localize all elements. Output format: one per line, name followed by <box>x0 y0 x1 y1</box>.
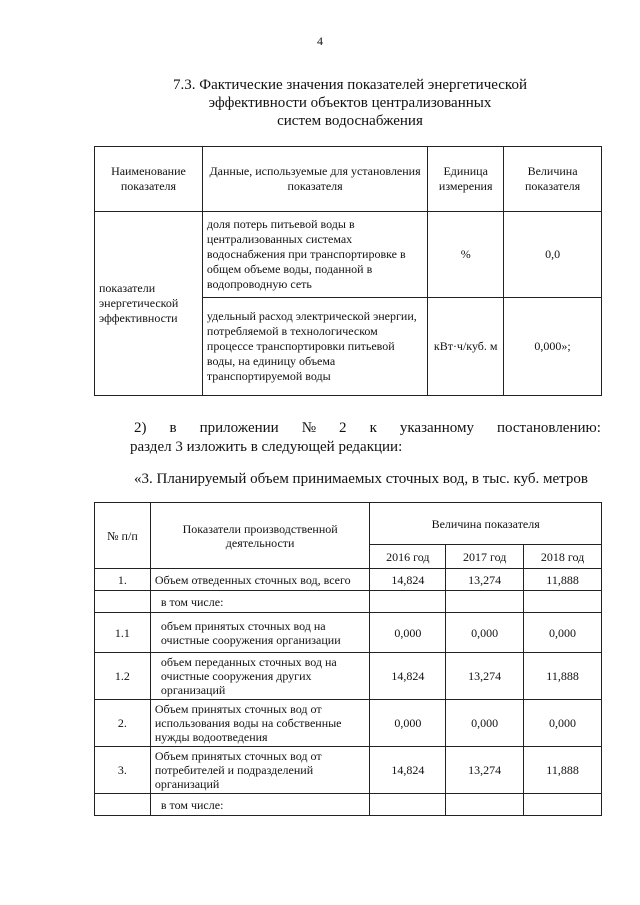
section-heading <box>140 76 560 130</box>
row-data: удельный расход электрической энергии, потребляемой в технологическом процессе транспортировки питьевой воды, на единицу объема транспортируемой воды <box>202 298 427 396</box>
row-number: 1. <box>95 569 151 591</box>
row-value-2016: 0,000 <box>370 700 446 747</box>
row-value: 0,000»; <box>504 298 602 396</box>
row-value-2018: 11,888 <box>524 653 602 700</box>
row-value-2017: 13,274 <box>446 569 524 591</box>
row-label: Объем принятых сточных вод от использования воды на собственные нужды водоотведения <box>150 700 370 747</box>
row-value-2018: 11,888 <box>524 747 602 794</box>
row-value-2018: 11,888 <box>524 569 602 591</box>
row-value-2018 <box>524 591 602 613</box>
table-row <box>95 569 602 591</box>
row-label: объем переданных сточных вод на очистные сооружения других организаций <box>150 653 370 700</box>
word: № <box>301 420 317 436</box>
row-number: 1.1 <box>95 613 151 653</box>
row-data: доля потерь питьевой воды в централизованных системах водоснабжения при транспортировке в общем объеме воды, поданной в водопроводную сеть <box>202 212 427 298</box>
row-value-2017 <box>446 794 524 816</box>
amendment-line1 <box>134 419 601 438</box>
row-number: 1.2 <box>95 653 151 700</box>
group-label: показатели энергетической эффективности <box>95 212 203 396</box>
header-year-2018: 2018 год <box>524 545 602 569</box>
row-value-2018 <box>524 794 602 816</box>
row-number <box>95 591 151 613</box>
table-row <box>95 212 602 298</box>
word: постановлению: <box>496 420 601 436</box>
table-row <box>95 794 602 816</box>
amendment-line2: раздел 3 изложить в следующей редакции: <box>130 439 403 455</box>
row-label: Объем отведенных сточных вод, всего <box>150 569 370 591</box>
table-row <box>95 591 602 613</box>
row-value-2016: 14,824 <box>370 653 446 700</box>
row-value-2016 <box>370 591 446 613</box>
section-title-line3: систем водоснабжения <box>277 113 423 129</box>
row-value-2017: 0,000 <box>446 613 524 653</box>
row-value-2017: 13,274 <box>446 653 524 700</box>
header-year-2016: 2016 год <box>370 545 446 569</box>
energy-efficiency-table <box>94 146 602 396</box>
word: приложении <box>199 420 279 436</box>
row-number: 2. <box>95 700 151 747</box>
table-row <box>95 653 602 700</box>
row-value-2016 <box>370 794 446 816</box>
table-row <box>95 700 602 747</box>
row-value-2016: 14,824 <box>370 569 446 591</box>
row-unit: % <box>428 212 504 298</box>
word: в <box>169 420 177 436</box>
word: к <box>369 420 377 436</box>
row-value-2016: 14,824 <box>370 747 446 794</box>
word: 2) <box>134 420 147 436</box>
table-row <box>95 613 602 653</box>
row-label: в том числе: <box>150 591 370 613</box>
row-unit: кВт·ч/куб. м <box>428 298 504 396</box>
row-value-2018: 0,000 <box>524 700 602 747</box>
row-value-2016: 0,000 <box>370 613 446 653</box>
amendment-paragraph <box>130 419 601 457</box>
row-value-2018: 0,000 <box>524 613 602 653</box>
row-number: 3. <box>95 747 151 794</box>
header-data-used: Данные, используемые для установления показателя <box>202 147 427 212</box>
table-header-row <box>95 147 602 212</box>
word: указанному <box>399 420 474 436</box>
header-value: Величина показателя <box>370 503 602 545</box>
section-title-line2: эффективности объектов централизованных <box>208 95 492 111</box>
header-unit: Единица измерения <box>428 147 504 212</box>
row-value: 0,0 <box>504 212 602 298</box>
row-label: в том числе: <box>150 794 370 816</box>
row-label: объем принятых сточных вод на очистные сооружения организации <box>150 613 370 653</box>
table-row <box>95 747 602 794</box>
page-number: 4 <box>317 34 323 48</box>
header-indicators: Показатели производственной деятельности <box>150 503 370 569</box>
row-label: Объем принятых сточных вод от потребителей и подразделений организаций <box>150 747 370 794</box>
word: 2 <box>339 420 347 436</box>
header-value: Величина показателя <box>504 147 602 212</box>
header-year-2017: 2017 год <box>446 545 524 569</box>
row-value-2017: 0,000 <box>446 700 524 747</box>
header-number: № п/п <box>95 503 151 569</box>
wastewater-title: «3. Планируемый объем принимаемых сточных вод, в тыс. куб. метров <box>134 471 588 487</box>
row-value-2017: 13,274 <box>446 747 524 794</box>
wastewater-table <box>94 502 602 816</box>
row-number <box>95 794 151 816</box>
section-title-line1: 7.3. Фактические значения показателей энергетической <box>173 77 527 93</box>
row-value-2017 <box>446 591 524 613</box>
table-header-row <box>95 503 602 545</box>
header-indicator-name: Наименование показателя <box>95 147 203 212</box>
